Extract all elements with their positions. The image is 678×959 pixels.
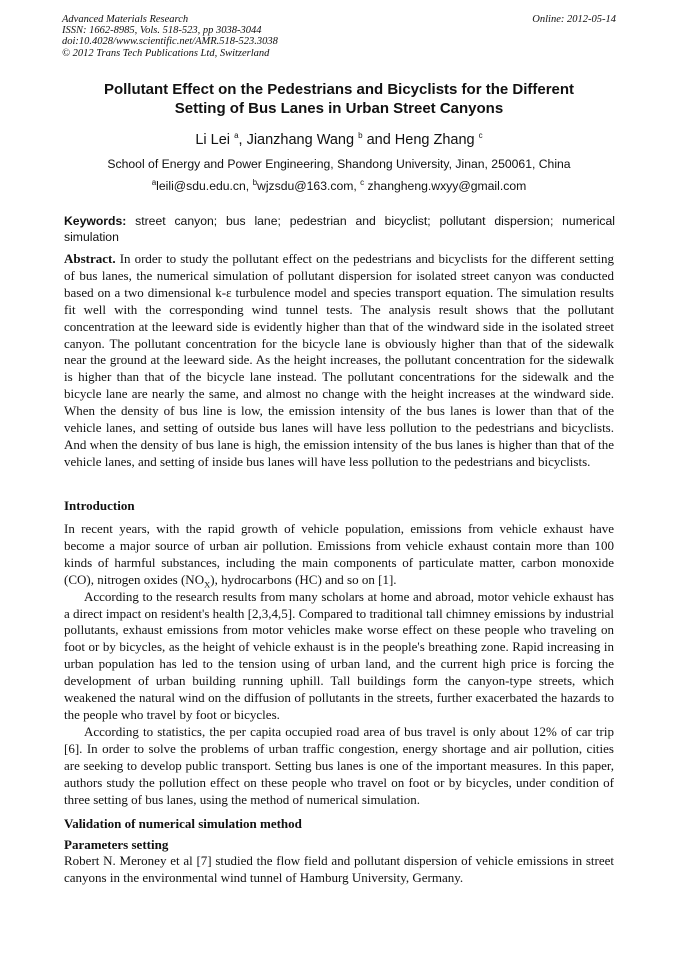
author-1: Li Lei bbox=[195, 132, 231, 148]
journal-name: Advanced Materials Research bbox=[62, 14, 189, 25]
abstract-text: In order to study the pollutant effect on the pedestrians and bicyclists for the different setting of bus lanes, the numerical simulation of pollutant dispersion for isolated street canyon was conducted based on a two dimensional k-ε turbulence model and species transport equation. The simulation results fit well with the corresponding wind tunnel tests. The analysis result shows that the pollutant concentration at the leeward side is evidently higher than that of the windward side in the isolated street canyon. The pollutant concentration for the bicycle lane is obviously higher than that of the sidewalk near the ground at the leeward side. As the height increases, the pollutant concentration for the sidewalk is higher than that of the bicycle lane instead. The pollutant concentrations for the sidewalk and the bicycle lane are nearly the same, and almost no change with the height increases at the windward side. When the density of bus line is low, the emission intensity of the bus lanes is lower than that of the vehicle lanes, and setting of outside bus lanes will have less pollution to the pedestrians and bicyclists. And when the density of bus lane is high, the emission intensity of the bus lanes is higher than that of the vehicle lanes, and setting of inside bus lanes will have less pollution to the pedestrians and bicyclists. bbox=[64, 251, 614, 469]
copyright-line: © 2012 Trans Tech Publications Ltd, Switzerland bbox=[62, 47, 270, 59]
abstract bbox=[64, 251, 614, 471]
email-c: zhangheng.wxyy@gmail.com bbox=[364, 179, 527, 193]
keywords bbox=[64, 213, 615, 245]
issn-line: ISSN: 1662-8985, Vols. 518-523, pp 3038-3044 bbox=[62, 25, 262, 37]
doi-line: doi:10.4028/www.scientific.net/AMR.518-523.3038 bbox=[62, 36, 278, 48]
author-separator: and bbox=[362, 132, 395, 148]
intro-p1-text: In recent years, with the rapid growth of vehicle population, emissions from vehicle exhaust have become a major source of urban air pollution. Emissions from vehicle exhaust contain more than 100 kinds of harmful substances, including the main components of particulate matter, carbon monoxide (CO), nitrogen oxides (NO bbox=[64, 521, 614, 587]
intro-p1-text-end: ), hydrocarbons (HC) and so on [1]. bbox=[210, 571, 397, 587]
validation-heading: Validation of numerical simulation method bbox=[64, 816, 302, 831]
keywords-label: Keywords: bbox=[64, 214, 127, 228]
parameters-subheading: Parameters setting bbox=[64, 837, 169, 852]
email-mark-b: b bbox=[252, 177, 258, 187]
email-mark-c: c bbox=[360, 177, 365, 187]
intro-paragraph-1 bbox=[64, 521, 614, 589]
paper-title bbox=[62, 80, 616, 118]
affiliation: School of Energy and Power Engineering, Shandong University, Jinan, 250061, China bbox=[107, 157, 571, 171]
intro-p1-subscript: X bbox=[204, 579, 211, 590]
introduction-body bbox=[64, 521, 614, 808]
author-3-mark: c bbox=[478, 131, 483, 141]
author-3: Heng Zhang bbox=[394, 132, 475, 148]
intro-paragraph-3: According to statistics, the per capita occupied road area of bus travel is only about 12% of car trip [6]. In order to solve the problems of urban traffic congestion, energy shortage and air pollution, cities are seeking to develop public transport. Setting bus lanes is one of the important measures. In this paper, authors study the pollution effect on these people who travel on foot or by bicycles, under condition of three setting of bus lanes, using the method of numerical simulation. bbox=[64, 723, 614, 807]
author-separator: , bbox=[238, 132, 247, 148]
introduction-heading: Introduction bbox=[64, 498, 135, 513]
validation-paragraph-1: Robert N. Meroney et al [7] studied the flow field and pollutant dispersion of vehicle emissions in street canyons in the environmental wind tunnel of Hamburg University, Germany. bbox=[64, 853, 614, 885]
keywords-text: street canyon; bus lane; pedestrian and bicyclist; pollutant dispersion; numerical simulation bbox=[64, 214, 615, 244]
journal-header bbox=[62, 14, 616, 59]
intro-paragraph-2: According to the research results from many scholars at home and abroad, motor vehicle exhaust has a direct impact on resident's health [2,3,4,5]. Compared to traditional tall chimney emissions by industrial pollutants, exhaust emissions from motor vehicles make worse effect on these people who traveling on foot or by bicycles, as the height of vehicle exhaust is in the people's breathing zone. Rapid increasing in urban population has led to the tension using of urban land, and the current high price is forcing the development of urban building running uphill. Tall buildings form the canyon-type streets, which weakened the natural wind on the diffusion of pollutants in the streets, further exacerbated the hazards to the people who travel by foot or bicycles. bbox=[64, 588, 614, 722]
author-2: Jianzhang Wang bbox=[246, 132, 355, 148]
author-2-mark: b bbox=[358, 131, 363, 141]
title-line-2: Setting of Bus Lanes in Urban Street Canyons bbox=[174, 100, 504, 117]
abstract-label: Abstract. bbox=[64, 251, 116, 266]
author-1-mark: a bbox=[234, 131, 239, 141]
email-mark-a: a bbox=[151, 177, 157, 187]
author-list bbox=[62, 131, 616, 149]
author-emails bbox=[62, 178, 616, 194]
email-b: wjzsdu@163.com, bbox=[257, 179, 361, 193]
email-a: leili@sdu.edu.cn, bbox=[156, 179, 253, 193]
online-date: Online: 2012-05-14 bbox=[532, 14, 616, 25]
title-line-1: Pollutant Effect on the Pedestrians and Bicyclists for the Different bbox=[103, 81, 575, 98]
